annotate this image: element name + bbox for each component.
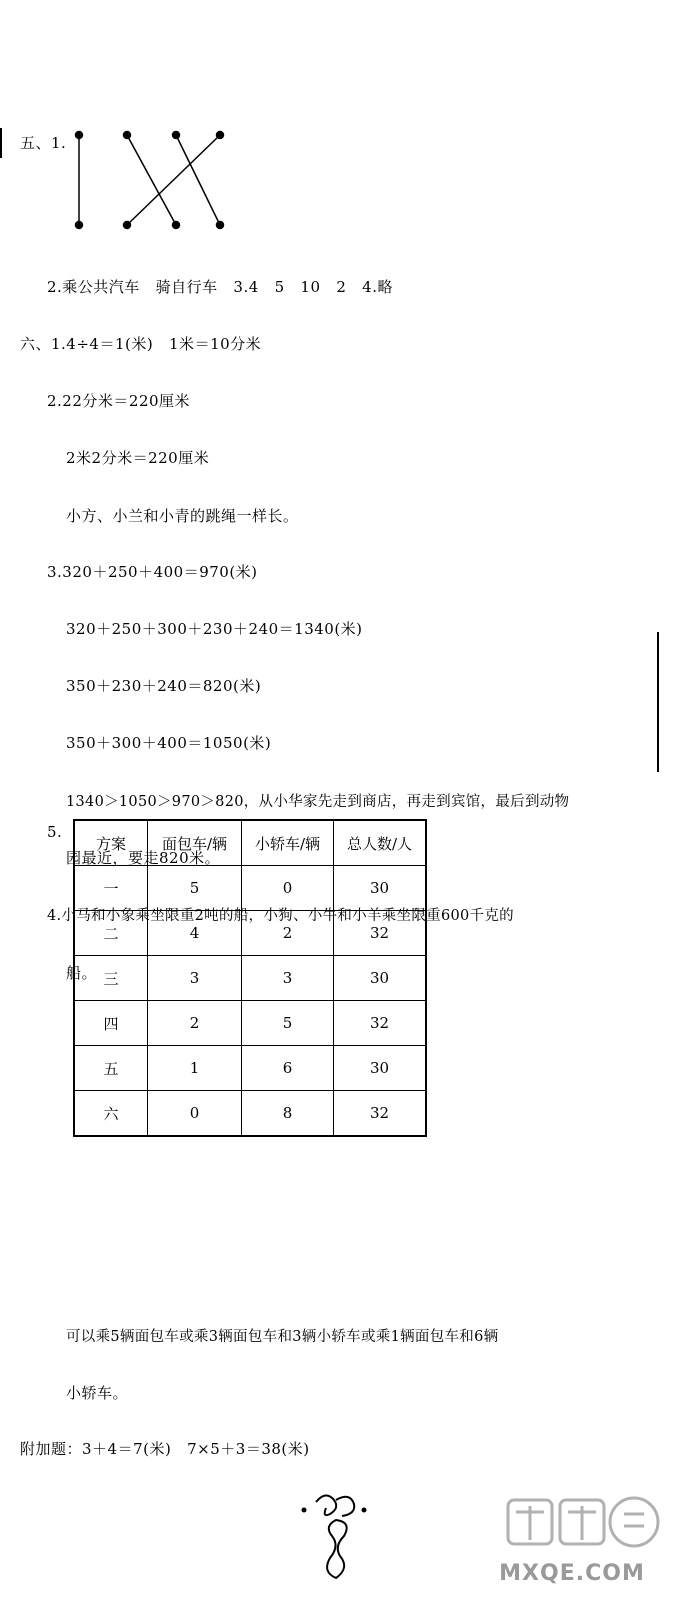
left-edge-mark (0, 128, 2, 158)
table-cell: 30 (334, 956, 427, 1001)
s6-q2-a: 2.22分米＝220厘米 (47, 392, 191, 410)
table-cell: 4 (148, 911, 242, 956)
right-edge-mark (657, 632, 659, 772)
s6-q3-c: 350＋230＋240＝820(米) (66, 677, 262, 695)
table-cell: 3 (242, 956, 334, 1001)
watermark-url: MXQE.COM (499, 1561, 645, 1586)
table-cell: 32 (334, 1091, 427, 1137)
table-cell: 30 (334, 866, 427, 911)
bonus-question: 附加题：3＋4＝7(米) 7×5＋3＝38(米) (20, 1440, 310, 1458)
s6-q3-a: 3.320＋250＋400＝970(米) (47, 563, 258, 581)
table-cell: 30 (334, 1046, 427, 1091)
match-dot (173, 132, 180, 139)
s6-q1: 六、1.4÷4＝1(米) 1米＝10分米 (20, 335, 262, 353)
match-dot (173, 222, 180, 229)
table-cell: 六 (74, 1091, 148, 1137)
table-cell: 5 (242, 1001, 334, 1046)
table-cell: 3 (148, 956, 242, 1001)
table-row (74, 866, 426, 911)
table-cell: 2 (148, 1001, 242, 1046)
match-line-2 (127, 135, 176, 225)
s6-q3-f: 园最近，要走820米。 (66, 849, 221, 867)
table-header: 方案 (74, 820, 148, 866)
table-row (74, 956, 426, 1001)
s6-q4-a: 4.小马和小象乘坐限重2吨的船，小狗、小牛和小羊乘坐限重600千克的 (47, 908, 514, 924)
match-dot (76, 132, 83, 139)
s6-q4-b: 船。 (66, 964, 98, 982)
table-cell: 三 (74, 956, 148, 1001)
match-dot (217, 132, 224, 139)
match-dot (124, 222, 131, 229)
plan-table (73, 819, 427, 1137)
match-dot (124, 132, 131, 139)
table-cell: 1 (148, 1046, 242, 1091)
s6-q5-after-b: 小轿车。 (66, 1384, 129, 1402)
s5-q1-label: 五、1. (20, 134, 67, 152)
table-row (74, 1046, 426, 1091)
s6-q3-e: 1340＞1050＞970＞820，从小华家先走到商店，再走到宾馆，最后到动物 (66, 794, 570, 810)
table-cell: 2 (242, 911, 334, 956)
table-header: 总人数/人 (334, 820, 427, 866)
matching-lines-diagram (60, 125, 230, 235)
table-header: 小轿车/辆 (242, 820, 334, 866)
table-cell: 二 (74, 911, 148, 956)
table-cell: 四 (74, 1001, 148, 1046)
s6-q2-b: 2米2分米＝220厘米 (66, 449, 210, 467)
match-line-3 (176, 135, 220, 225)
match-dot (76, 222, 83, 229)
s6-q5-label: 5. (47, 823, 63, 841)
watermark-stamp (468, 1492, 668, 1592)
table-cell: 一 (74, 866, 148, 911)
match-dot (217, 222, 224, 229)
match-line-4 (127, 135, 220, 225)
s6-q2-c: 小方、小兰和小青的跳绳一样长。 (66, 507, 299, 525)
page-number-glyph (296, 1488, 376, 1584)
table-cell: 五 (74, 1046, 148, 1091)
table-header-row (74, 820, 426, 866)
s6-q5-after-a: 可以乘5辆面包车或乘3辆面包车和3辆小轿车或乘1辆面包车和6辆 (66, 1329, 499, 1345)
s6-q3-b: 320＋250＋300＋230＋240＝1340(米) (66, 620, 363, 638)
table-cell: 32 (334, 911, 427, 956)
s6-q3-d: 350＋300＋400＝1050(米) (66, 734, 272, 752)
table-cell: 0 (242, 866, 334, 911)
table-header: 面包车/辆 (148, 820, 242, 866)
s5-q2: 2.乘公共汽车 骑自行车 3.4 5 10 2 4.略 (47, 278, 393, 296)
table-cell: 0 (148, 1091, 242, 1137)
table-row (74, 1091, 426, 1137)
table-cell: 6 (242, 1046, 334, 1091)
table-cell: 32 (334, 1001, 427, 1046)
table-row (74, 1001, 426, 1046)
table-row (74, 911, 426, 956)
table-cell: 8 (242, 1091, 334, 1137)
table-cell: 5 (148, 866, 242, 911)
